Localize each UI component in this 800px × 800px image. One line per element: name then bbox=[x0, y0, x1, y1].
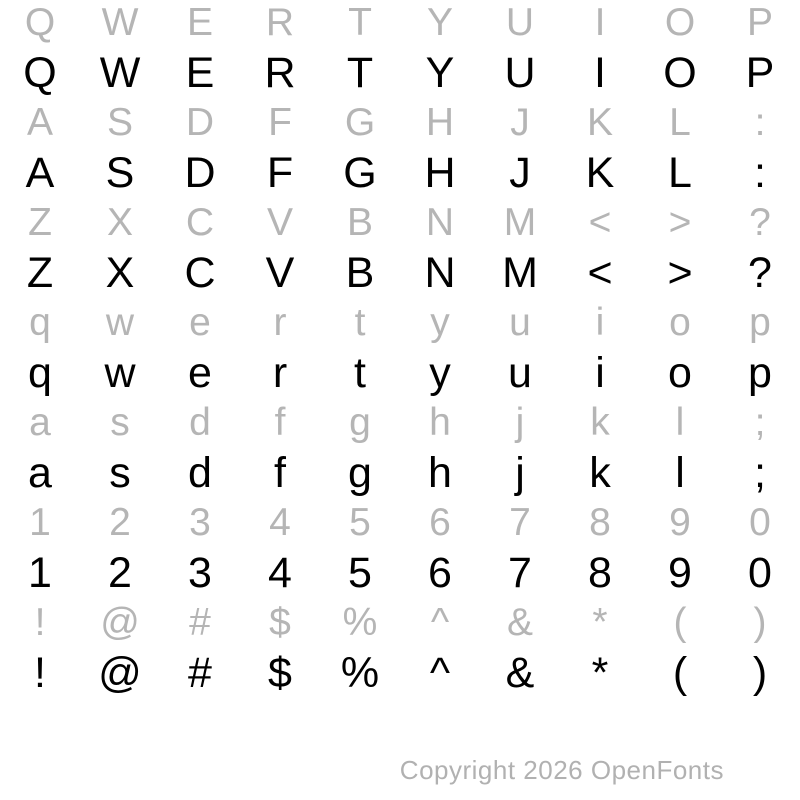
glyph-cell: 1 bbox=[29, 501, 51, 544]
glyph-cell: C bbox=[184, 249, 216, 297]
glyph-cell: 2 bbox=[108, 549, 132, 597]
glyph-cell: > bbox=[667, 249, 693, 297]
glyph-cell: i bbox=[595, 349, 605, 397]
glyph-cell: S bbox=[106, 101, 133, 144]
glyph-cell: 8 bbox=[589, 501, 611, 544]
glyph-cell: A bbox=[25, 149, 55, 197]
glyph-cell: C bbox=[185, 201, 215, 244]
glyph-cell: 4 bbox=[268, 549, 292, 597]
glyph-cell: ^ bbox=[430, 601, 450, 644]
glyph-cell: L bbox=[668, 149, 692, 197]
glyph-cell: r bbox=[273, 301, 287, 344]
glyph-cell: t bbox=[354, 301, 366, 344]
copyright-footer bbox=[400, 755, 724, 786]
glyph-cell: U bbox=[504, 49, 536, 97]
glyph-cell: 9 bbox=[669, 501, 691, 544]
glyph-cell: I bbox=[594, 49, 606, 97]
glyph-cell: P bbox=[745, 49, 775, 97]
glyph-cell: B bbox=[346, 201, 373, 244]
glyph-cell: y bbox=[429, 349, 451, 397]
glyph-cell: # bbox=[188, 649, 212, 697]
glyph-cell: Q bbox=[23, 49, 57, 97]
glyph-row-sample bbox=[0, 46, 800, 100]
glyph-cell: > bbox=[668, 201, 692, 244]
glyph-cell: o bbox=[668, 349, 692, 397]
glyph-cell: 6 bbox=[428, 549, 452, 597]
glyph-cell: V bbox=[265, 249, 295, 297]
glyph-cell: : bbox=[754, 149, 766, 197]
glyph-cell: p bbox=[749, 301, 771, 344]
glyph-cell: < bbox=[588, 201, 612, 244]
glyph-cell: 6 bbox=[429, 501, 451, 544]
glyph-cell: : bbox=[754, 101, 766, 144]
glyph-cell: h bbox=[429, 401, 451, 444]
glyph-cell: f bbox=[274, 449, 286, 497]
glyph-cell: K bbox=[585, 149, 615, 197]
glyph-cell: s bbox=[109, 449, 131, 497]
glyph-cell: ; bbox=[754, 449, 766, 497]
glyph-cell: ? bbox=[748, 249, 772, 297]
glyph-cell: g bbox=[348, 449, 372, 497]
glyph-cell: M bbox=[502, 249, 538, 297]
glyph-cell: a bbox=[28, 449, 52, 497]
glyph-cell: s bbox=[110, 401, 130, 444]
glyph-cell: 5 bbox=[348, 549, 372, 597]
glyph-cell: W bbox=[99, 49, 141, 97]
glyph-cell: o bbox=[669, 301, 691, 344]
glyph-cell: 8 bbox=[588, 549, 612, 597]
glyph-cell: P bbox=[746, 1, 773, 44]
glyph-row-reference bbox=[0, 300, 800, 346]
glyph-cell: R bbox=[264, 49, 296, 97]
glyph-cell: ( bbox=[672, 649, 688, 697]
glyph-cell: w bbox=[104, 349, 136, 397]
glyph-cell: e bbox=[189, 301, 211, 344]
glyph-row-sample bbox=[0, 546, 800, 600]
glyph-cell: O bbox=[663, 49, 697, 97]
glyph-cell: @ bbox=[100, 601, 140, 644]
glyph-cell: Q bbox=[24, 1, 56, 44]
glyph-cell: @ bbox=[98, 649, 142, 697]
glyph-cell: K bbox=[586, 101, 613, 144]
glyph-cell: y bbox=[430, 301, 450, 344]
glyph-cell: E bbox=[185, 49, 215, 97]
glyph-cell: G bbox=[344, 101, 376, 144]
glyph-cell: j bbox=[515, 449, 525, 497]
glyph-row-reference bbox=[0, 200, 800, 246]
glyph-cell: g bbox=[349, 401, 371, 444]
glyph-cell: 3 bbox=[189, 501, 211, 544]
glyph-cell: ( bbox=[673, 601, 687, 644]
glyph-cell: D bbox=[184, 149, 216, 197]
glyph-row-sample bbox=[0, 246, 800, 300]
glyph-cell: 7 bbox=[509, 501, 531, 544]
glyph-cell: ^ bbox=[429, 649, 451, 697]
glyph-cell: ! bbox=[34, 649, 46, 697]
glyph-cell: t bbox=[354, 349, 366, 397]
glyph-cell: O bbox=[664, 1, 696, 44]
glyph-cell: p bbox=[748, 349, 772, 397]
glyph-cell: 1 bbox=[28, 549, 52, 597]
glyph-cell: % bbox=[342, 601, 378, 644]
glyph-row-sample bbox=[0, 146, 800, 200]
glyph-row-sample bbox=[0, 646, 800, 700]
glyph-cell: I bbox=[594, 1, 606, 44]
glyph-row-sample bbox=[0, 446, 800, 500]
glyph-row-reference bbox=[0, 600, 800, 646]
glyph-cell: i bbox=[595, 301, 605, 344]
glyph-cell: w bbox=[105, 301, 135, 344]
glyph-cell: L bbox=[669, 101, 691, 144]
glyph-row-reference bbox=[0, 100, 800, 146]
glyph-cell: k bbox=[589, 449, 611, 497]
glyph-cell: * bbox=[592, 601, 608, 644]
glyph-cell: & bbox=[505, 649, 535, 697]
glyph-cell: 0 bbox=[749, 501, 771, 544]
glyph-cell: u bbox=[509, 301, 531, 344]
glyph-cell: M bbox=[503, 201, 537, 244]
glyph-cell: V bbox=[266, 201, 293, 244]
glyph-cell: j bbox=[515, 401, 525, 444]
glyph-cell: q bbox=[29, 301, 51, 344]
glyph-cell: X bbox=[105, 249, 135, 297]
glyph-cell: < bbox=[587, 249, 613, 297]
glyph-cell: * bbox=[591, 649, 609, 697]
glyph-cell: q bbox=[28, 349, 52, 397]
glyph-cell: X bbox=[106, 201, 133, 244]
glyph-row-reference bbox=[0, 500, 800, 546]
glyph-cell: d bbox=[189, 401, 211, 444]
glyph-row-sample bbox=[0, 346, 800, 400]
glyph-cell: 9 bbox=[668, 549, 692, 597]
glyph-cell: $ bbox=[268, 649, 292, 697]
glyph-cell: T bbox=[346, 49, 374, 97]
glyph-cell: A bbox=[26, 101, 53, 144]
glyph-cell: T bbox=[348, 1, 372, 44]
glyph-cell: 0 bbox=[748, 549, 772, 597]
glyph-cell: E bbox=[186, 1, 213, 44]
glyph-cell: l bbox=[675, 401, 685, 444]
glyph-cell: W bbox=[101, 1, 139, 44]
glyph-cell: N bbox=[424, 249, 456, 297]
glyph-cell: # bbox=[189, 601, 211, 644]
glyph-row-reference bbox=[0, 400, 800, 446]
glyph-cell: 4 bbox=[269, 501, 291, 544]
glyph-cell: Y bbox=[425, 49, 455, 97]
glyph-cell: $ bbox=[269, 601, 291, 644]
glyph-cell: ! bbox=[34, 601, 46, 644]
glyph-cell: % bbox=[340, 649, 380, 697]
glyph-cell: S bbox=[105, 149, 135, 197]
glyph-cell: F bbox=[268, 101, 292, 144]
glyph-cell: Y bbox=[426, 1, 453, 44]
glyph-cell: 2 bbox=[109, 501, 131, 544]
glyph-cell: Z bbox=[26, 249, 54, 297]
glyph-cell: Z bbox=[28, 201, 52, 244]
glyph-cell: J bbox=[510, 101, 530, 144]
glyph-cell: u bbox=[508, 349, 532, 397]
glyph-cell: h bbox=[428, 449, 452, 497]
glyph-cell: B bbox=[345, 249, 375, 297]
glyph-cell: U bbox=[505, 1, 535, 44]
glyph-cell: F bbox=[266, 149, 294, 197]
glyph-cell: J bbox=[509, 149, 531, 197]
glyph-cell: ? bbox=[749, 201, 771, 244]
glyph-cell: D bbox=[185, 101, 215, 144]
glyph-cell: k bbox=[590, 401, 610, 444]
glyph-cell: H bbox=[424, 149, 456, 197]
glyph-cell: ; bbox=[754, 401, 766, 444]
glyph-row-reference bbox=[0, 0, 800, 46]
glyph-cell: l bbox=[675, 449, 685, 497]
glyph-cell: R bbox=[265, 1, 295, 44]
glyph-cell: G bbox=[343, 149, 377, 197]
glyph-cell: a bbox=[29, 401, 51, 444]
glyph-cell: d bbox=[188, 449, 212, 497]
glyph-cell: e bbox=[188, 349, 212, 397]
glyph-cell: ) bbox=[752, 649, 768, 697]
glyph-cell: H bbox=[425, 101, 455, 144]
glyph-cell: 5 bbox=[349, 501, 371, 544]
glyph-cell: 3 bbox=[188, 549, 212, 597]
glyph-cell: r bbox=[272, 349, 288, 397]
glyph-cell: ) bbox=[753, 601, 767, 644]
glyph-cell: & bbox=[506, 601, 533, 644]
glyph-cell: 7 bbox=[508, 549, 532, 597]
glyph-cell: f bbox=[274, 401, 286, 444]
glyph-cell: N bbox=[425, 201, 455, 244]
copyright-text: Copyright 2026 OpenFonts bbox=[399, 755, 724, 785]
